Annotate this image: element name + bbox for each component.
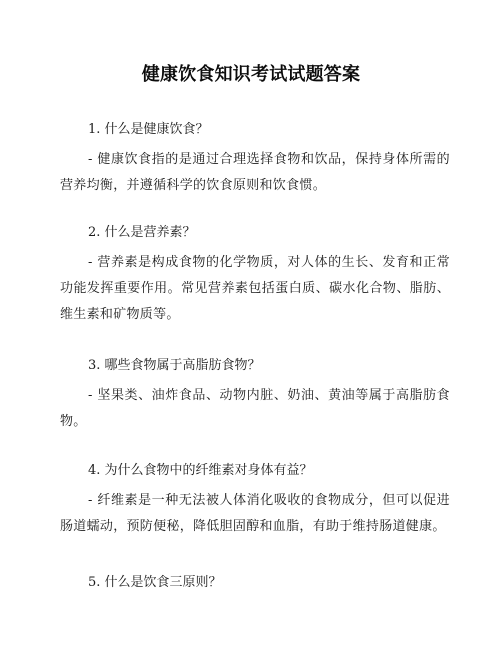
answer-2: - 营养素是构成食物的化学物质，对人体的生长、发育和正常功能发挥重要作用。常见营养素包括蛋白质、碳水化合物、脂肪、维生素和矿物质等。 (60, 255, 450, 322)
document-title: 健康饮食知识考试试题答案 (141, 64, 361, 85)
question-3: 3. 哪些食物属于高脂肪食物？ (88, 358, 261, 373)
qa-item-1 (60, 117, 450, 199)
qa-item-4 (60, 458, 450, 540)
question-4: 4. 为什么食物中的纤维素对身体有益？ (88, 463, 313, 478)
answer-1: - 健康饮食指的是通过合理选择食物和饮品，保持身体所需的营养均衡，并遵循科学的饮食原则和饮食惯。 (60, 152, 450, 193)
question-5: 5. 什么是饮食三原则？ (88, 575, 222, 590)
qa-item-2 (60, 220, 450, 328)
question-2: 2. 什么是营养素？ (88, 225, 196, 240)
qa-item-3 (60, 353, 450, 435)
answer-4: - 纤维素是一种无法被人体消化吸收的食物成分，但可以促进肠道蠕动，预防便秘，降低胆固醇和血脂，有助于维持肠道健康。 (60, 493, 450, 534)
question-1: 1. 什么是健康饮食？ (88, 122, 209, 137)
answer-3: - 坚果类、油炸食品、动物内脏、奶油、黄油等属于高脂肪食物。 (60, 388, 450, 429)
qa-item-5 (60, 570, 450, 596)
